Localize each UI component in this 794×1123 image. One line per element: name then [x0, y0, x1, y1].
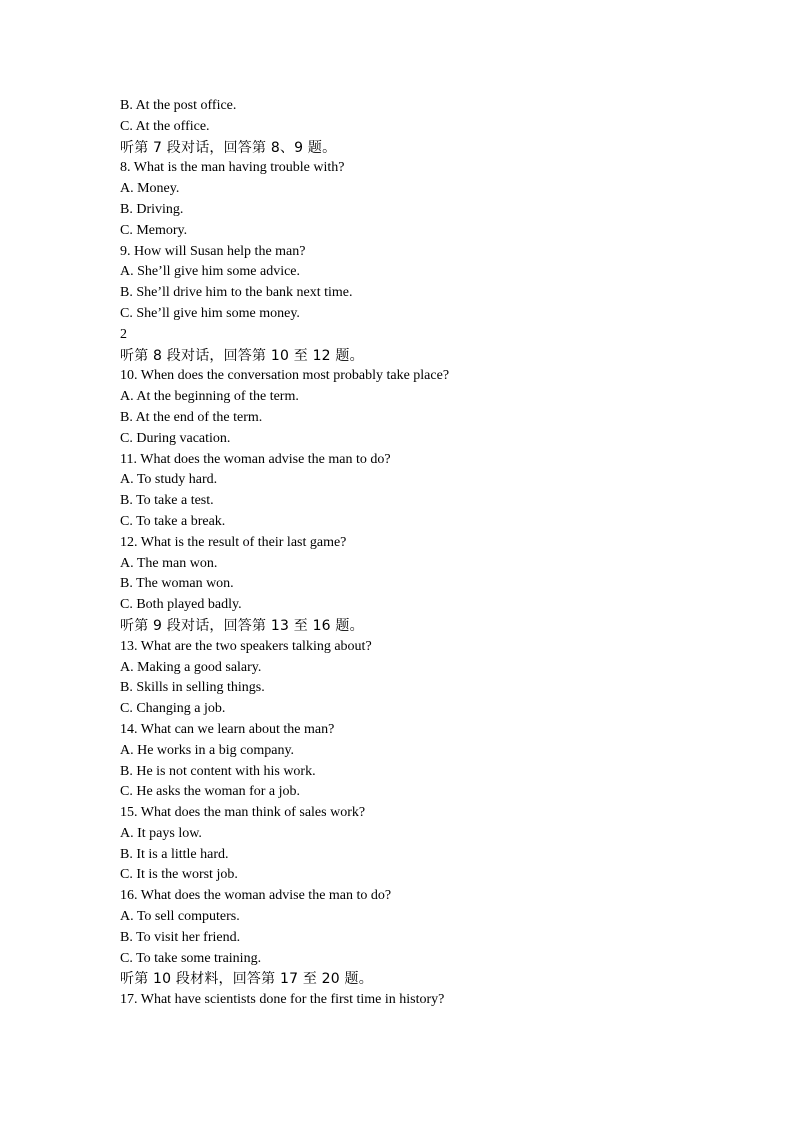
question-line: 10. When does the conversation most probably take place? — [120, 368, 450, 384]
question-line: 14. What can we learn about the man? — [120, 721, 335, 737]
page-number: 2 — [120, 326, 127, 342]
option-line: B. To take a test. — [120, 493, 214, 509]
question-line: 9. How will Susan help the man? — [120, 243, 306, 259]
option-line: B. She’ll drive him to the bank next time. — [120, 285, 353, 301]
option-line: C. He asks the woman for a job. — [120, 784, 301, 800]
option-line: C. Both played badly. — [120, 597, 242, 613]
option-line: C. To take some training. — [120, 950, 262, 966]
document-page — [120, 96, 720, 1011]
option-line: A. To sell computers. — [120, 909, 240, 925]
option-line: B. The woman won. — [120, 576, 234, 592]
question-line: 8. What is the man having trouble with? — [120, 160, 345, 176]
option-line: A. He works in a big company. — [120, 742, 295, 758]
option-line: C. She’ll give him some money. — [120, 305, 300, 321]
option-line: B. Driving. — [120, 201, 184, 217]
option-line: C. To take a break. — [120, 513, 226, 529]
question-line: 15. What does the man think of sales work? — [120, 805, 366, 821]
option-line: C. At the office. — [120, 118, 210, 134]
option-line: C. Changing a job. — [120, 701, 226, 717]
option-line: A. At the beginning of the term. — [120, 389, 299, 405]
option-line: A. Money. — [120, 181, 180, 197]
option-line: B. It is a little hard. — [120, 846, 229, 862]
section-heading: 听第 8 段对话，回答第 10 至 12 题。 — [120, 347, 364, 364]
section-heading: 听第 10 段材料，回答第 17 至 20 题。 — [120, 971, 373, 988]
option-line: C. It is the worst job. — [120, 867, 238, 883]
question-line: 16. What does the woman advise the man to do? — [120, 888, 392, 904]
option-line: B. At the end of the term. — [120, 409, 263, 425]
option-line: C. During vacation. — [120, 430, 231, 446]
option-line: A. The man won. — [120, 555, 218, 571]
option-line: A. To study hard. — [120, 472, 218, 488]
option-line: A. It pays low. — [120, 825, 202, 841]
question-line: 11. What does the woman advise the man to do? — [120, 451, 391, 467]
option-line: A. Making a good salary. — [120, 659, 262, 675]
section-heading: 听第 7 段对话，回答第 8、9 题。 — [120, 139, 337, 156]
question-line: 12. What is the result of their last game? — [120, 534, 347, 550]
section-heading: 听第 9 段对话，回答第 13 至 16 题。 — [120, 617, 364, 634]
option-line: B. He is not content with his work. — [120, 763, 316, 779]
question-line: 17. What have scientists done for the first time in history? — [120, 992, 445, 1008]
question-line: 13. What are the two speakers talking about? — [120, 638, 372, 654]
option-line: A. She’ll give him some advice. — [120, 264, 301, 280]
option-line: B. At the post office. — [120, 98, 237, 113]
option-line: B. To visit her friend. — [120, 929, 241, 945]
option-line: B. Skills in selling things. — [120, 680, 265, 696]
option-line: C. Memory. — [120, 222, 188, 238]
